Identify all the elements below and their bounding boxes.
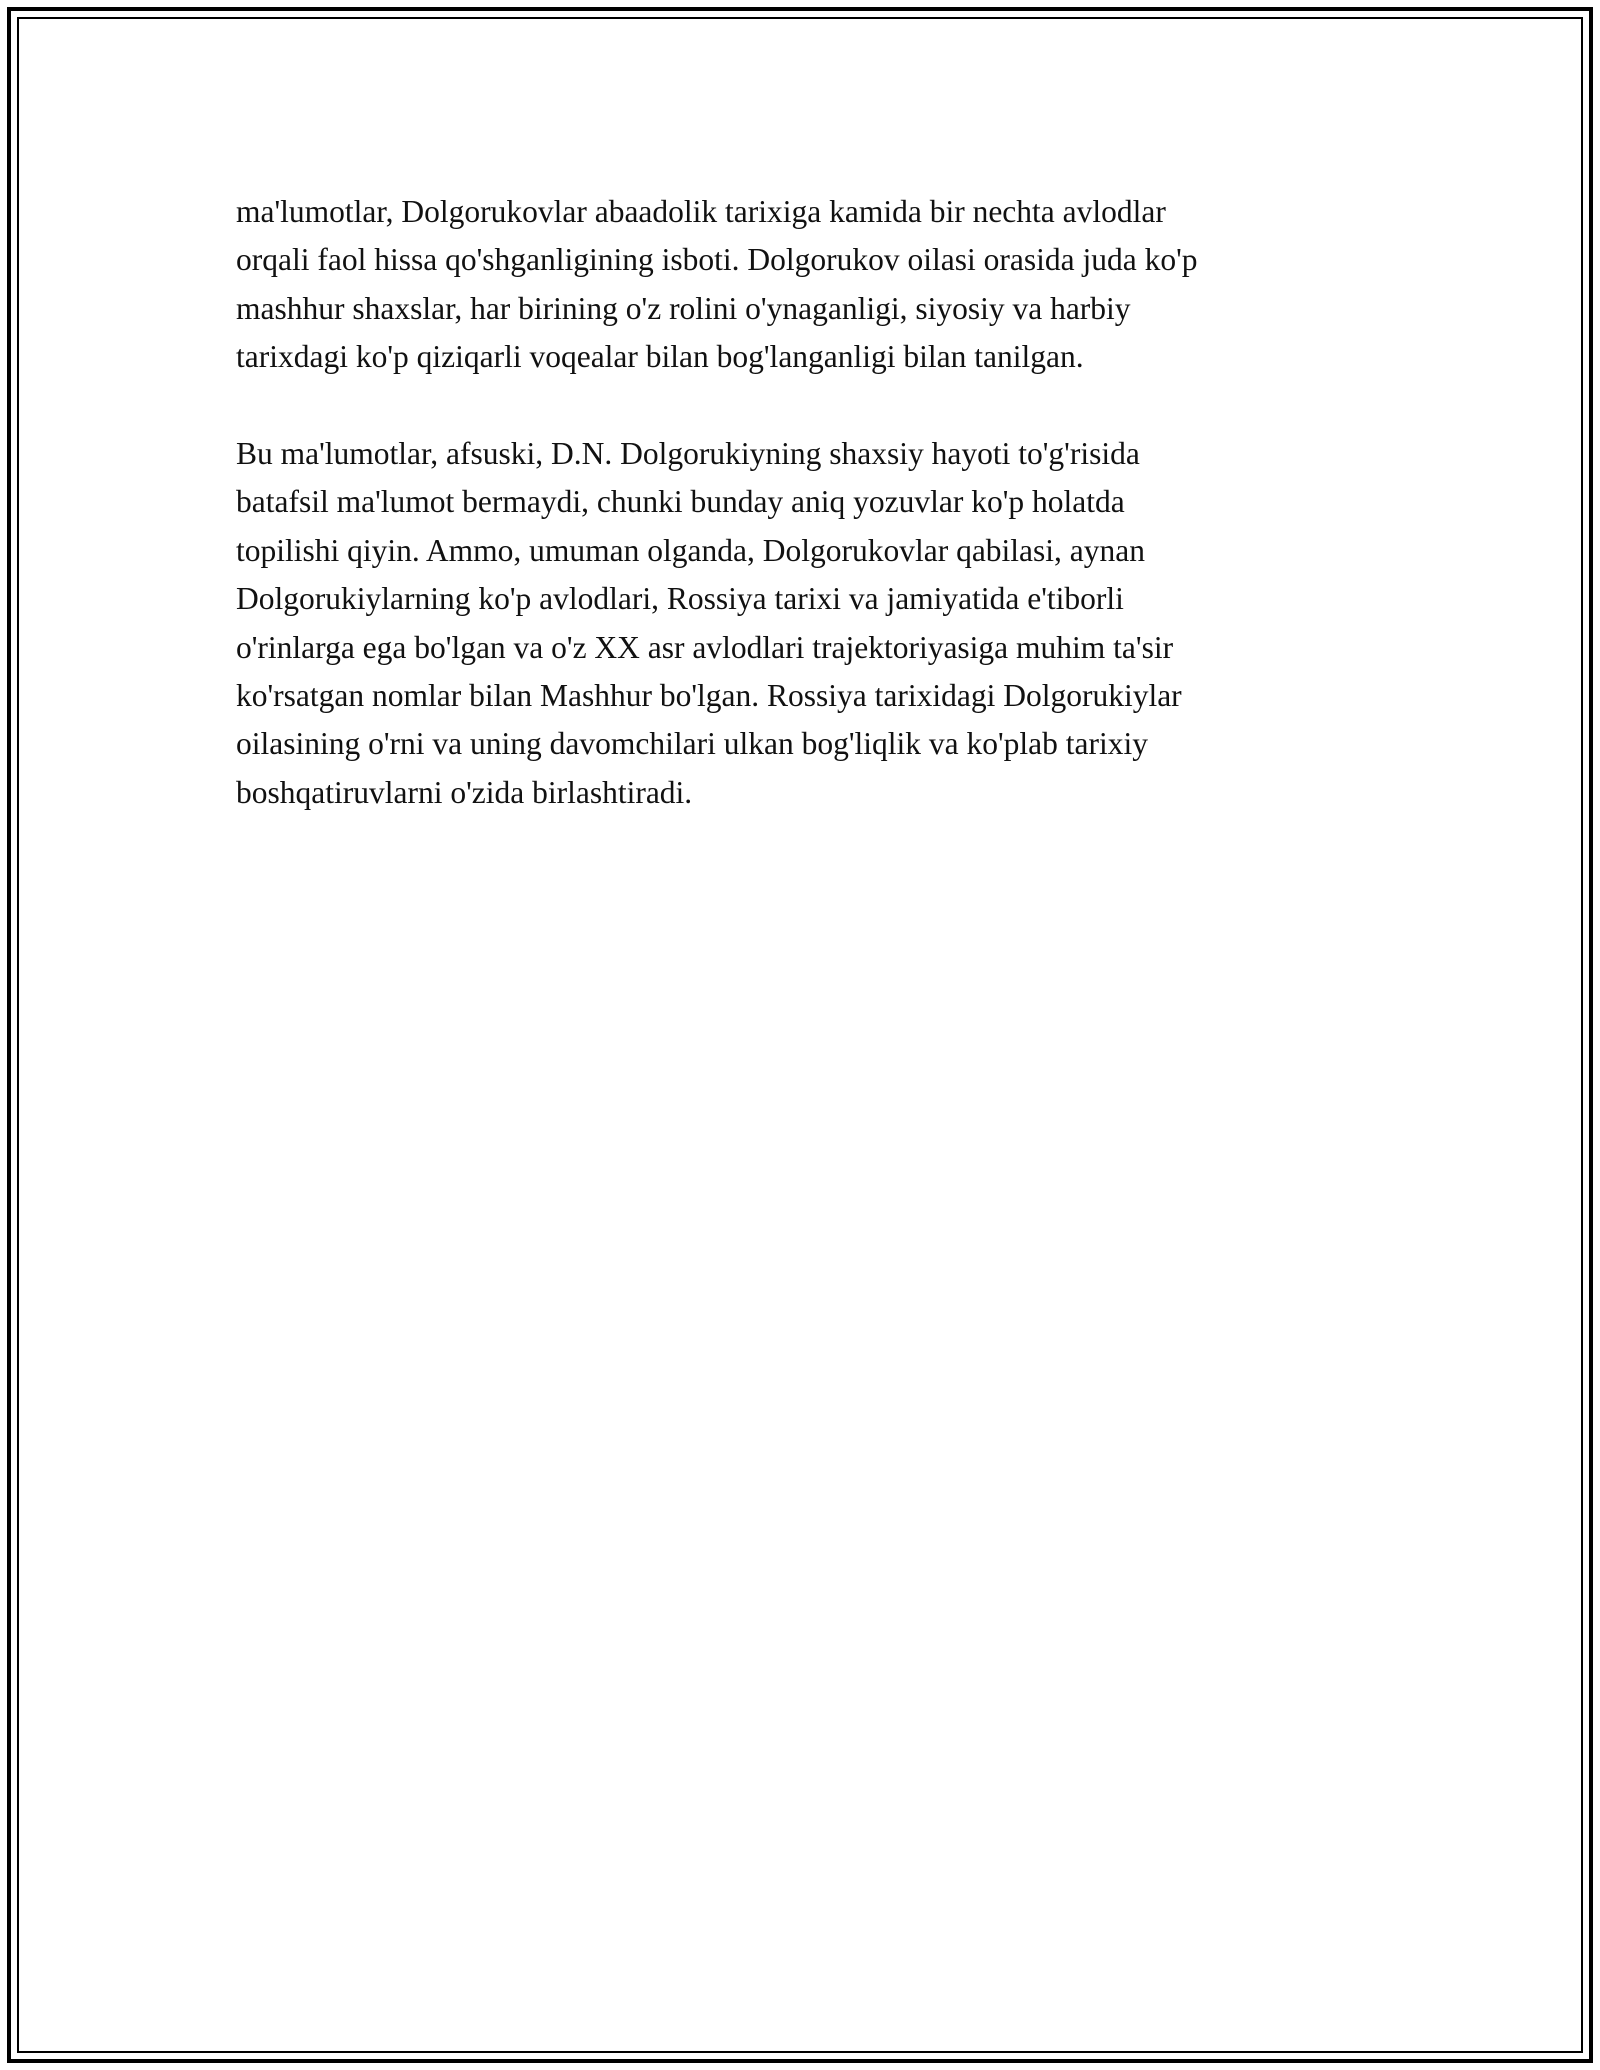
text-line: orqali faol hissa qo'shganligining isboti. Dolgorukov oilasi orasida juda ko'p [236, 242, 1198, 278]
text-line: ko'rsatgan nomlar bilan Mashhur bo'lgan. Rossiya tarixidagi Dolgorukiylar [236, 678, 1182, 714]
document-body [236, 188, 1376, 817]
text-line: Bu ma'lumotlar, afsuski, D.N. Dolgorukiyning shaxsiy hayoti to'g'risida [236, 436, 1140, 472]
text-line: mashhur shaxslar, har birining o'z rolini o'ynaganligi, siyosiy va harbiy [236, 290, 1131, 326]
paragraph-2 [236, 430, 1376, 817]
text-line: ma'lumotlar, Dolgorukovlar abaadolik tarixiga kamida bir nechta avlodlar [236, 194, 1166, 229]
text-line: batafsil ma'lumot bermaydi, chunki bunday aniq yozuvlar ko'p holatda [236, 484, 1125, 520]
text-line: o'rinlarga ega bo'lgan va o'z XX asr avlodlari trajektoriyasiga muhim ta'sir [236, 629, 1174, 665]
text-line: Dolgorukiylarning ko'p avlodlari, Rossiya tarixi va jamiyatida e'tiborli [236, 581, 1124, 617]
text-line: topilishi qiyin. Ammo, umuman olganda, Dolgorukovlar qabilasi, aynan [236, 532, 1146, 568]
paragraph-1 [236, 188, 1376, 382]
text-line: oilasining o'rni va uning davomchilari ulkan bog'liqlik va ko'plab tarixiy [236, 726, 1148, 762]
text-line: tarixdagi ko'p qiziqarli voqealar bilan bog'langanligi bilan tanilgan. [236, 339, 1084, 375]
text-line: boshqatiruvlarni o'zida birlashtiradi. [236, 774, 693, 810]
